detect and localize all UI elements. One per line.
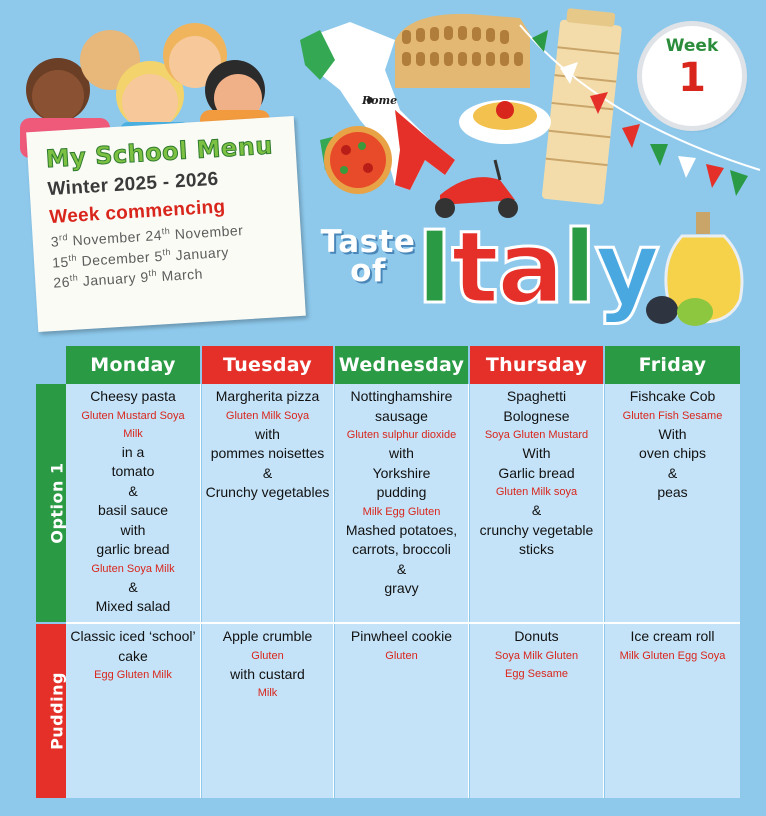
- option1-cell-friday: [605, 384, 740, 622]
- allergen-text: Gluten: [251, 649, 284, 662]
- allergen-text: Gluten: [385, 649, 418, 662]
- dish-text: &: [128, 482, 138, 499]
- pudding-cell-friday: [605, 624, 740, 798]
- dish-text: Mixed salad: [95, 598, 171, 614]
- dish-text: peas: [657, 484, 688, 500]
- dish-text: crunchy vegetable: [479, 521, 594, 538]
- column-divider: [603, 384, 604, 798]
- dish-text: pudding: [376, 484, 427, 500]
- dish-text: With: [522, 445, 551, 461]
- pizza-icon: [324, 126, 392, 194]
- dish-text: tomato: [111, 463, 155, 479]
- row-label-pudding: Pudding: [36, 624, 78, 798]
- dish-text: sausage: [375, 407, 428, 424]
- dish-text: oven chips: [639, 445, 706, 461]
- leaning-tower-icon: [542, 7, 624, 204]
- dish-text: Fishcake Cob: [629, 388, 716, 404]
- commencing-dates: [50, 219, 289, 291]
- allergen-text: Soya Gluten Mustard: [484, 429, 589, 441]
- allergen-text: Egg Gluten Milk: [94, 669, 172, 681]
- column-divider: [200, 384, 201, 798]
- dish-text: cake: [118, 647, 148, 664]
- theme-prefix-line2: of: [350, 253, 386, 289]
- dish-text: Donuts: [514, 628, 559, 644]
- theme-word-letter: l: [562, 209, 595, 326]
- theme-word-letter: a: [497, 209, 563, 326]
- week-badge: [642, 26, 742, 126]
- dish-text: pommes noisettes: [210, 445, 325, 461]
- spaghetti-bowl-icon: [459, 100, 551, 144]
- date-range-1: 3rd November 24th November: [50, 221, 244, 250]
- allergen-text: Gluten Milk Soya: [225, 409, 310, 422]
- allergen-text: Milk Egg Gluten: [362, 505, 441, 518]
- day-header-thursday: Thursday: [470, 346, 603, 384]
- pudding-cell-thursday: [470, 624, 603, 798]
- dish-text: with: [120, 521, 146, 538]
- option1-cell-monday: [66, 384, 200, 622]
- dish-text: Spaghetti: [506, 388, 567, 404]
- week-commencing-label: Week commencing: [48, 196, 226, 229]
- theme-word-letter: I: [416, 209, 452, 326]
- theme-word: [416, 209, 676, 326]
- theme-prefix: [318, 224, 418, 289]
- menu-title: My School Menu: [44, 131, 274, 174]
- menu-table: [14, 346, 740, 798]
- dish-text: with custard: [230, 665, 305, 682]
- theme-word-letter: t: [451, 209, 498, 326]
- dish-text: &: [396, 560, 407, 577]
- dish-text: Classic iced ‘school’: [70, 628, 196, 644]
- dish-text: basil sauce: [97, 502, 169, 518]
- dish-text: Apple crumble: [222, 628, 313, 644]
- week-label: Week: [665, 36, 719, 56]
- dish-text: &: [262, 464, 273, 481]
- dish-text: Crunchy vegetables: [205, 484, 330, 500]
- row-label-option-1: Option 1: [36, 384, 78, 622]
- allergen-text: Gluten Mustard Soya: [81, 409, 185, 422]
- colosseum-icon: [395, 14, 530, 88]
- season-label: Winter 2025 - 2026: [47, 168, 220, 201]
- theme-word-letter: y: [594, 209, 658, 326]
- dish-text: with: [389, 445, 414, 461]
- dish-text: Ice cream roll: [630, 628, 715, 644]
- pudding-cell-wednesday: [335, 624, 468, 798]
- allergen-text: Gluten Soya Milk: [91, 562, 175, 575]
- row-divider: [66, 622, 740, 624]
- day-header-monday: Monday: [66, 346, 200, 384]
- dish-text: &: [128, 578, 138, 595]
- dish-text: gravy: [384, 580, 419, 596]
- dish-text: garlic bread: [96, 541, 170, 557]
- dish-text: Pinwheel cookie: [350, 628, 453, 644]
- theme-prefix-line1: Taste: [320, 224, 416, 260]
- dish-text: Yorkshire: [372, 464, 431, 481]
- dish-text: Mashed potatoes,: [345, 521, 458, 538]
- week-number: 1: [678, 55, 706, 101]
- date-range-2: 15th December 5th January: [51, 243, 230, 271]
- dish-text: with: [255, 425, 280, 442]
- dish-text: Garlic bread: [498, 464, 575, 481]
- option1-cell-thursday: [470, 384, 603, 622]
- day-header-friday: Friday: [605, 346, 740, 384]
- allergen-text: Gluten Fish Sesame: [622, 409, 723, 422]
- allergen-text: Soya Milk Gluten: [494, 649, 579, 662]
- dish-text: Cheesy pasta: [90, 388, 176, 404]
- date-range-3: 26th January 9th March: [52, 265, 204, 291]
- allergen-text: Milk Gluten Egg Soya: [619, 649, 726, 662]
- column-divider: [468, 384, 469, 798]
- day-header-wednesday: Wednesday: [335, 346, 468, 384]
- dish-text: Nottinghamshire: [350, 388, 453, 404]
- day-header-tuesday: Tuesday: [202, 346, 333, 384]
- dish-text: in a: [121, 443, 145, 460]
- allergen-text: Egg Sesame: [505, 667, 568, 680]
- title-card: [26, 116, 306, 332]
- dish-text: Margherita pizza: [215, 388, 320, 404]
- map-rome-label: Rome: [362, 94, 398, 107]
- dish-text: With: [658, 425, 687, 442]
- pudding-cell-tuesday: [202, 624, 333, 798]
- allergen-text: Gluten sulphur dioxide: [346, 429, 457, 441]
- allergen-text: Milk: [123, 427, 143, 440]
- option1-cell-tuesday: [202, 384, 333, 622]
- option1-cell-wednesday: [335, 384, 468, 622]
- dish-text: sticks: [519, 541, 554, 557]
- dish-text: carrots, broccoli: [352, 541, 451, 557]
- allergen-text: Gluten Milk soya: [495, 486, 578, 498]
- dish-text: Bolognese: [503, 407, 570, 424]
- column-divider: [333, 384, 334, 798]
- pudding-cell-monday: [66, 624, 200, 798]
- dish-text: &: [531, 502, 542, 518]
- allergen-text: Milk: [257, 687, 278, 699]
- dish-text: &: [667, 464, 678, 481]
